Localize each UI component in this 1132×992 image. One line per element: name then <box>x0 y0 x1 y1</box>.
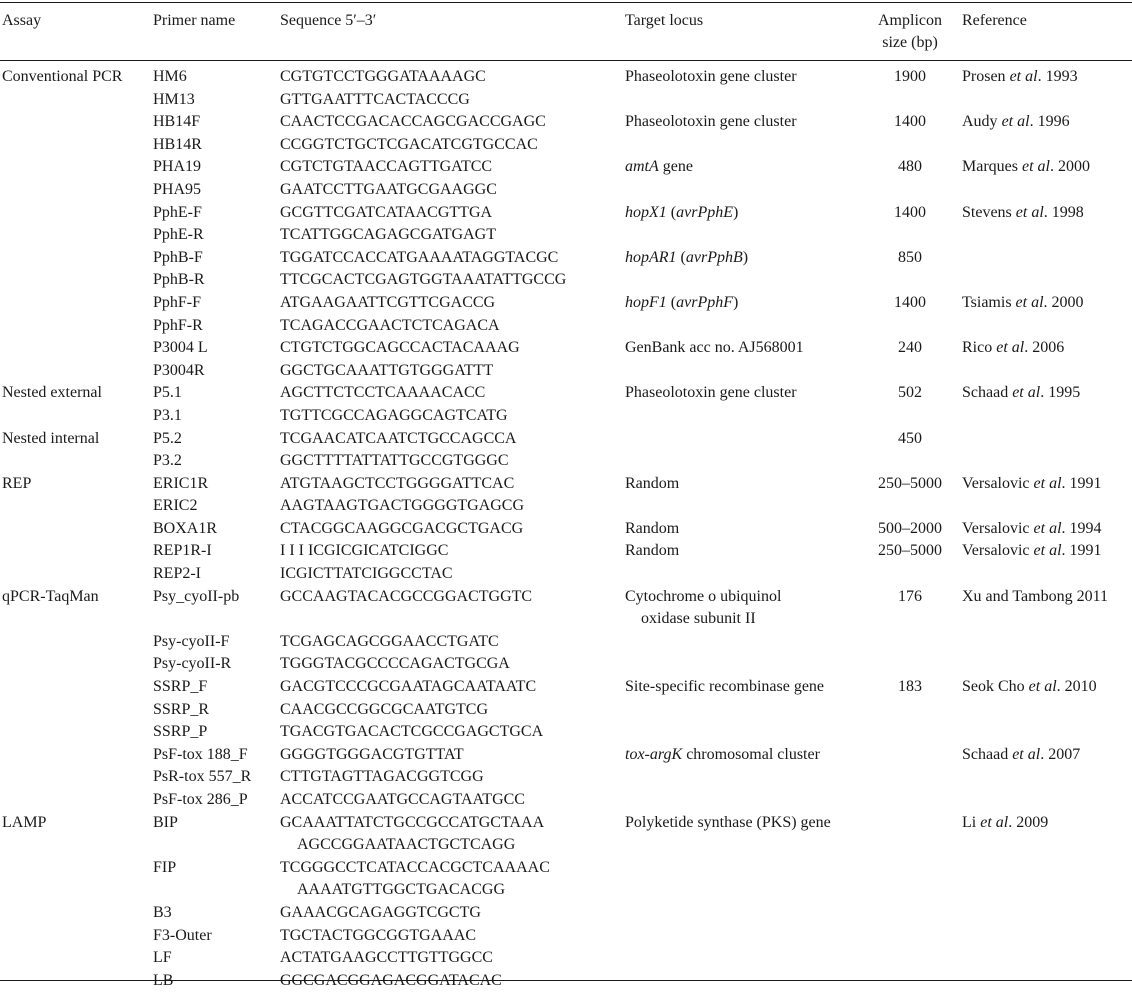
sequence-line: GCGTTCGATCATAACGTTGA <box>280 203 493 221</box>
cell-target-locus <box>625 586 781 631</box>
table-row <box>0 925 1132 948</box>
cell-primer-name: ERIC2 <box>153 497 198 515</box>
text-run: Versalovic <box>962 519 1034 537</box>
cell-sequence <box>280 360 493 383</box>
cell-sequence <box>280 766 484 789</box>
cell-primer-name: Psy-cyoII-F <box>153 632 230 650</box>
cell-reference <box>962 111 1070 134</box>
sequence-line: AAAATGTTGGCTGACACGG <box>297 881 505 899</box>
text-run: Phaseolotoxin gene cluster <box>625 113 797 131</box>
table-bottom-rule <box>0 980 1132 981</box>
target-line: oxidase subunit II <box>641 610 756 628</box>
cell-target-locus <box>625 518 679 541</box>
table-row <box>0 495 1132 518</box>
cell-primer-name: LF <box>153 949 172 967</box>
table-row <box>0 947 1132 970</box>
cell-reference <box>962 382 1080 405</box>
text-run: . 1994 <box>1061 519 1102 537</box>
sequence-line: TCGGGCCTCATACCACGCTCAAAAC <box>280 858 550 876</box>
text-run: ( <box>676 248 686 266</box>
table-row <box>0 563 1132 586</box>
cell-sequence <box>280 179 497 202</box>
cell-primer-name: PphB-F <box>153 248 203 266</box>
cell-sequence <box>280 315 500 338</box>
table-row <box>0 89 1132 112</box>
cell-sequence <box>280 744 464 767</box>
text-run: Versalovic <box>962 474 1034 492</box>
text-run: Seok Cho <box>962 678 1029 696</box>
cell-target-locus <box>625 676 824 699</box>
cell-primer-name: PphE-R <box>153 226 204 244</box>
table-row <box>0 428 1132 451</box>
cell-primer-name: PsF-tox 286_P <box>153 791 248 808</box>
italic-text: amtA <box>625 158 659 176</box>
table-row <box>0 66 1132 89</box>
cell-amplicon-size: 502 <box>898 384 922 402</box>
cell-reference <box>962 473 1102 496</box>
text-run: Schaad <box>962 384 1013 402</box>
header-amplicon-line1: Amplicon <box>878 12 942 29</box>
italic-text: avrPphF <box>676 293 733 311</box>
text-run: . 1991 <box>1061 542 1102 560</box>
cell-target-locus <box>625 382 797 405</box>
sequence-line: GCCAAGTACACGCCGGACTGGTC <box>280 587 533 605</box>
cell-target-locus <box>625 540 679 563</box>
target-line <box>625 382 797 405</box>
italic-text: avrPphB <box>685 248 743 266</box>
text-run: Random <box>625 474 680 492</box>
italic-text: et al <box>1015 293 1044 311</box>
cell-sequence <box>280 89 470 112</box>
cell-reference <box>962 586 1108 609</box>
cell-primer-name: P3004 L <box>153 339 208 357</box>
sequence-line: GGGGTGGGACGTGTTAT <box>280 745 464 763</box>
cell-sequence <box>280 405 508 428</box>
cell-primer-name: PHA95 <box>153 180 202 198</box>
table-row <box>0 631 1132 654</box>
cell-primer-name: PphB-R <box>153 271 205 289</box>
sequence-line: TGGGTACGCCCCAGACTGCGA <box>280 655 510 673</box>
table-row <box>0 586 1132 631</box>
table-row <box>0 812 1132 857</box>
table-row <box>0 766 1132 789</box>
text-run: Random <box>625 519 680 537</box>
table-row <box>0 676 1132 699</box>
cell-reference <box>962 337 1064 360</box>
cell-amplicon-size: 850 <box>898 248 922 266</box>
cell-amplicon-size: 450 <box>898 429 922 447</box>
cell-primer-name: P5.2 <box>153 429 182 447</box>
target-line <box>625 156 693 179</box>
italic-text: tox-argK <box>625 745 683 763</box>
text-run: ) <box>732 203 739 221</box>
cell-sequence <box>280 902 481 925</box>
sequence-line: TCATTGGCAGAGCGATGAGT <box>280 226 496 244</box>
text-run: ) <box>732 293 739 311</box>
target-line <box>625 202 738 225</box>
cell-primer-name: HB14R <box>153 135 202 153</box>
text-run: Prosen <box>962 68 1010 85</box>
cell-amplicon-size: 240 <box>898 339 922 357</box>
cell-primer-name: P3.1 <box>153 406 182 424</box>
cell-sequence <box>280 450 509 473</box>
cell-assay: qPCR-TaqMan <box>2 587 99 605</box>
sequence-line: TCAGACCGAACTCTCAGACA <box>280 316 500 334</box>
cell-target-locus <box>625 292 738 315</box>
cell-primer-name: REP1R-I <box>153 542 212 560</box>
target-line <box>625 676 824 699</box>
italic-text: et al <box>1033 519 1062 537</box>
cell-sequence <box>280 699 488 722</box>
sequence-line: TTCGCACTCGAGTGGTAAATATTGCCG <box>280 271 567 289</box>
text-run: . 2006 <box>1024 339 1065 357</box>
sequence-line: TCGAACATCAATCTGCCAGCCA <box>280 429 517 447</box>
cell-sequence <box>280 947 493 970</box>
text-run: Rico <box>962 339 997 357</box>
text-run: Phaseolotoxin gene cluster <box>625 384 797 402</box>
cell-primer-name: Psy_cyoII-pb <box>153 587 240 605</box>
cell-sequence <box>280 269 566 292</box>
cell-primer-name: P3.2 <box>153 452 182 470</box>
cell-primer-name: ERIC1R <box>153 474 209 492</box>
sequence-line: CGTCTGTAACCAGTTGATCC <box>280 158 493 176</box>
cell-sequence <box>280 857 550 902</box>
table-row <box>0 111 1132 134</box>
cell-primer-name: HM6 <box>153 68 187 85</box>
italic-text: et al <box>1028 678 1057 696</box>
sequence-line: TGACGTGACACTCGCCGAGCTGCA <box>280 723 544 741</box>
cell-primer-name: PsF-tox 188_F <box>153 745 248 763</box>
target-line <box>625 292 738 315</box>
sequence-line: TGTTCGCCAGAGGCAGTCATG <box>280 406 508 424</box>
cell-primer-name: PphF-F <box>153 293 202 311</box>
cell-primer-name: HM13 <box>153 90 195 108</box>
cell-sequence <box>280 586 532 609</box>
table-row <box>0 337 1132 360</box>
table-row <box>0 450 1132 473</box>
text-run: . 2007 <box>1040 745 1081 763</box>
cell-sequence <box>280 247 558 270</box>
italic-text: et al <box>1033 474 1062 492</box>
cell-primer-name: FIP <box>153 858 177 876</box>
text-run: ( <box>666 293 677 311</box>
sequence-line: GGCTTTTATTATTGCCGTGGGC <box>280 452 509 470</box>
table-row <box>0 540 1132 563</box>
sequence-line: CTACGGCAAGGCGACGCTGACG <box>280 519 524 537</box>
text-run: Stevens <box>962 203 1016 221</box>
cell-target-locus <box>625 66 797 89</box>
cell-assay: REP <box>2 474 32 492</box>
table-row <box>0 134 1132 157</box>
table-row <box>0 721 1132 744</box>
cell-sequence <box>280 631 499 654</box>
cell-primer-name: BIP <box>153 813 178 831</box>
cell-assay: Conventional PCR <box>2 68 123 85</box>
text-run: Tsiamis <box>962 293 1016 311</box>
cell-sequence <box>280 495 524 518</box>
cell-reference <box>962 744 1080 767</box>
italic-text: et al <box>1009 68 1038 85</box>
cell-primer-name: BOXA1R <box>153 519 218 537</box>
text-run: Marques <box>962 158 1022 176</box>
target-line <box>625 337 804 360</box>
sequence-line: GCAAATTATCTGCCGCCATGCTAAA <box>280 813 545 831</box>
table-header-rule <box>0 60 1132 61</box>
text-run: . 1991 <box>1061 474 1102 492</box>
table-row <box>0 744 1132 767</box>
text-run: ) <box>742 248 749 266</box>
cell-target-locus <box>625 744 820 767</box>
sequence-line: CCGGTCTGCTCGACATCGTGCCAC <box>280 135 538 153</box>
cell-assay: Nested external <box>2 384 102 402</box>
table-top-rule <box>0 2 1132 3</box>
sequence-line: ATGAAGAATTCGTTCGACCG <box>280 293 496 311</box>
target-line <box>625 812 831 835</box>
header-amplicon-size <box>870 10 950 54</box>
target-line <box>625 518 679 541</box>
table-row <box>0 156 1132 179</box>
sequence-line: GGCGACGGAGACGGATACAC <box>280 971 502 989</box>
cell-target-locus <box>625 473 679 496</box>
cell-primer-name: Psy-cyoII-R <box>153 655 232 673</box>
cell-target-locus <box>625 812 831 835</box>
italic-text: et al <box>1033 542 1062 560</box>
cell-amplicon-size: 500–2000 <box>878 519 942 537</box>
cell-sequence <box>280 337 520 360</box>
text-run: . 2010 <box>1056 678 1097 696</box>
target-line <box>625 744 820 767</box>
italic-text: et al <box>1021 158 1050 176</box>
cell-primer-name: PphE-F <box>153 203 202 221</box>
header-assay: Assay <box>2 12 42 29</box>
cell-target-locus <box>625 247 748 270</box>
text-run: . 2000 <box>1043 293 1084 311</box>
sequence-line: CAACGCCGGCGCAATGTCG <box>280 700 489 718</box>
cell-sequence <box>280 473 514 496</box>
text-run: Xu and Tambong 2011 <box>962 587 1108 605</box>
sequence-line: TGGATCCACCATGAAAATAGGTACGC <box>280 248 559 266</box>
target-line <box>625 247 748 270</box>
cell-sequence <box>280 224 496 247</box>
cell-sequence <box>280 563 453 586</box>
table-row <box>0 360 1132 383</box>
cell-sequence <box>280 66 486 89</box>
table-row <box>0 292 1132 315</box>
header-sequence: Sequence 5′–3′ <box>280 12 377 29</box>
cell-sequence <box>280 676 536 699</box>
cell-reference <box>962 292 1084 315</box>
table-row <box>0 405 1132 428</box>
cell-primer-name: SSRP_P <box>153 723 208 741</box>
cell-assay: LAMP <box>2 813 47 831</box>
table-body <box>0 66 1132 992</box>
text-run: ( <box>666 203 677 221</box>
italic-text: et al <box>1012 745 1041 763</box>
sequence-line: GTTGAATTTCACTACCCG <box>280 90 470 108</box>
cell-sequence <box>280 925 476 948</box>
italic-text: et al <box>1015 203 1044 221</box>
text-run: Audy <box>962 113 1002 131</box>
cell-sequence <box>280 292 495 315</box>
cell-primer-name: F3-Outer <box>153 926 212 944</box>
cell-primer-name: P5.1 <box>153 384 182 402</box>
sequence-line: GGCTGCAAATTGTGGGATTT <box>280 361 494 379</box>
cell-reference <box>962 540 1102 563</box>
cell-sequence <box>280 540 448 563</box>
table-row <box>0 518 1132 541</box>
header-primer-name: Primer name <box>153 12 236 29</box>
cell-reference <box>962 66 1078 89</box>
target-line <box>625 586 781 609</box>
sequence-line: I I I ICGICGICATCIGGC <box>280 542 449 560</box>
cell-sequence <box>280 111 546 134</box>
cell-amplicon-size: 1400 <box>894 203 926 221</box>
text-run: . 1995 <box>1040 384 1081 402</box>
sequence-line: TGCTACTGGCGGTGAAAC <box>280 926 477 944</box>
cell-sequence <box>280 518 523 541</box>
table-row <box>0 902 1132 925</box>
text-run: chromosomal cluster <box>682 745 820 763</box>
text-run: . 1996 <box>1029 113 1070 131</box>
table-row <box>0 857 1132 902</box>
italic-text: avrPphE <box>676 203 733 221</box>
cell-sequence <box>280 156 492 179</box>
cell-sequence <box>280 812 544 857</box>
text-run: Polyketide synthase (PKS) gene <box>625 813 831 831</box>
header-target-locus: Target locus <box>625 12 704 29</box>
sequence-line: ICGICTTATCIGGCCTAC <box>280 565 453 583</box>
cell-primer-name: PphF-R <box>153 316 203 334</box>
cell-target-locus <box>625 156 693 179</box>
cell-amplicon-size: 183 <box>898 678 922 696</box>
cell-sequence <box>280 428 516 451</box>
text-run: . 2009 <box>1008 813 1049 831</box>
cell-amplicon-size: 176 <box>898 587 922 605</box>
cell-reference <box>962 156 1090 179</box>
text-run: Versalovic <box>962 542 1034 560</box>
table-row <box>0 315 1132 338</box>
italic-text: hopF1 <box>625 293 667 311</box>
table-row <box>0 247 1132 270</box>
italic-text: hopX1 <box>625 203 667 221</box>
cell-primer-name: HB14F <box>153 113 201 131</box>
cell-amplicon-size: 1400 <box>894 113 926 131</box>
cell-reference <box>962 518 1102 541</box>
sequence-line: AGCCGGAATAACTGCTCAGG <box>297 836 516 854</box>
table-row <box>0 382 1132 405</box>
sequence-line: AAGTAAGTGACTGGGGTGAGCG <box>280 497 525 515</box>
table-row <box>0 179 1132 202</box>
sequence-line: AGCTTCTCCTCAAAACACC <box>280 384 486 402</box>
cell-reference <box>962 202 1084 225</box>
sequence-line: GAATCCTTGAATGCGAAGGC <box>280 180 497 198</box>
italic-text: hopAR1 <box>625 248 677 266</box>
table-row <box>0 224 1132 247</box>
cell-primer-name: P3004R <box>153 361 205 379</box>
sequence-line: CAACTCCGACACCAGCGACCGAGC <box>280 113 546 131</box>
cell-target-locus <box>625 337 804 360</box>
text-run: . 2000 <box>1049 158 1090 176</box>
table-row <box>0 653 1132 676</box>
italic-text: et al <box>1001 113 1030 131</box>
cell-primer-name: SSRP_R <box>153 700 210 718</box>
italic-text: et al <box>996 339 1025 357</box>
text-run: Phaseolotoxin gene cluster <box>625 68 797 85</box>
text-run: GenBank acc no. AJ568001 <box>625 339 804 357</box>
cell-primer-name: SSRP_F <box>153 678 208 696</box>
cell-primer-name: REP2-I <box>153 565 201 583</box>
cell-sequence <box>280 134 538 157</box>
text-run: Random <box>625 542 680 560</box>
sequence-line: CTTGTAGTTAGACGGTCGG <box>280 768 484 786</box>
cell-assay: Nested internal <box>2 429 100 447</box>
header-reference: Reference <box>962 12 1027 29</box>
text-run: Cytochrome o ubiquinol <box>625 587 782 605</box>
cell-amplicon-size: 250–5000 <box>878 542 942 560</box>
target-line <box>625 540 679 563</box>
cell-amplicon-size: 480 <box>898 158 922 176</box>
cell-target-locus <box>625 111 797 134</box>
sequence-line: GACGTCCCGCGAATAGCAATAATC <box>280 678 537 696</box>
table-row <box>0 473 1132 496</box>
cell-sequence <box>280 789 525 812</box>
cell-reference <box>962 812 1048 835</box>
header-amplicon-line2: size (bp) <box>882 34 938 51</box>
text-run: gene <box>658 158 693 176</box>
cell-primer-name: PHA19 <box>153 158 202 176</box>
cell-reference <box>962 676 1097 699</box>
sequence-line: GAAACGCAGAGGTCGCTG <box>280 903 481 921</box>
text-run: . 1993 <box>1037 68 1078 85</box>
italic-text: et al <box>980 813 1009 831</box>
table-row <box>0 269 1132 292</box>
text-run: . 1998 <box>1043 203 1084 221</box>
sequence-line: ATGTAAGCTCCTGGGGATTCAC <box>280 474 515 492</box>
table-row <box>0 202 1132 225</box>
cell-target-locus <box>625 202 738 225</box>
text-run: Li <box>962 813 981 831</box>
cell-amplicon-size: 250–5000 <box>878 474 942 492</box>
sequence-line: CGTGTCCTGGGATAAAAGC <box>280 68 486 85</box>
cell-sequence <box>280 653 510 676</box>
table-row <box>0 789 1132 812</box>
sequence-line: ACTATGAAGCCTTGTTGGCC <box>280 949 493 967</box>
sequence-line: TCGAGCAGCGGAACCTGATC <box>280 632 499 650</box>
cell-primer-name: PsR-tox 557_R <box>153 768 252 786</box>
target-line <box>625 111 797 134</box>
text-run: Schaad <box>962 745 1013 763</box>
table-row <box>0 699 1132 722</box>
cell-amplicon-size: 1900 <box>894 68 926 85</box>
cell-primer-name: LB <box>153 971 174 989</box>
sequence-line: ACCATCCGAATGCCAGTAATGCC <box>280 791 525 808</box>
text-run: Site-specific recombinase gene <box>625 678 825 696</box>
italic-text: et al <box>1012 384 1041 402</box>
target-line <box>625 66 797 89</box>
cell-primer-name: B3 <box>153 903 172 921</box>
cell-amplicon-size: 1400 <box>894 293 926 311</box>
target-line <box>625 473 679 496</box>
sequence-line: CTGTCTGGCAGCCACTACAAAG <box>280 339 520 357</box>
cell-sequence <box>280 721 543 744</box>
cell-sequence <box>280 202 492 225</box>
cell-sequence <box>280 382 485 405</box>
